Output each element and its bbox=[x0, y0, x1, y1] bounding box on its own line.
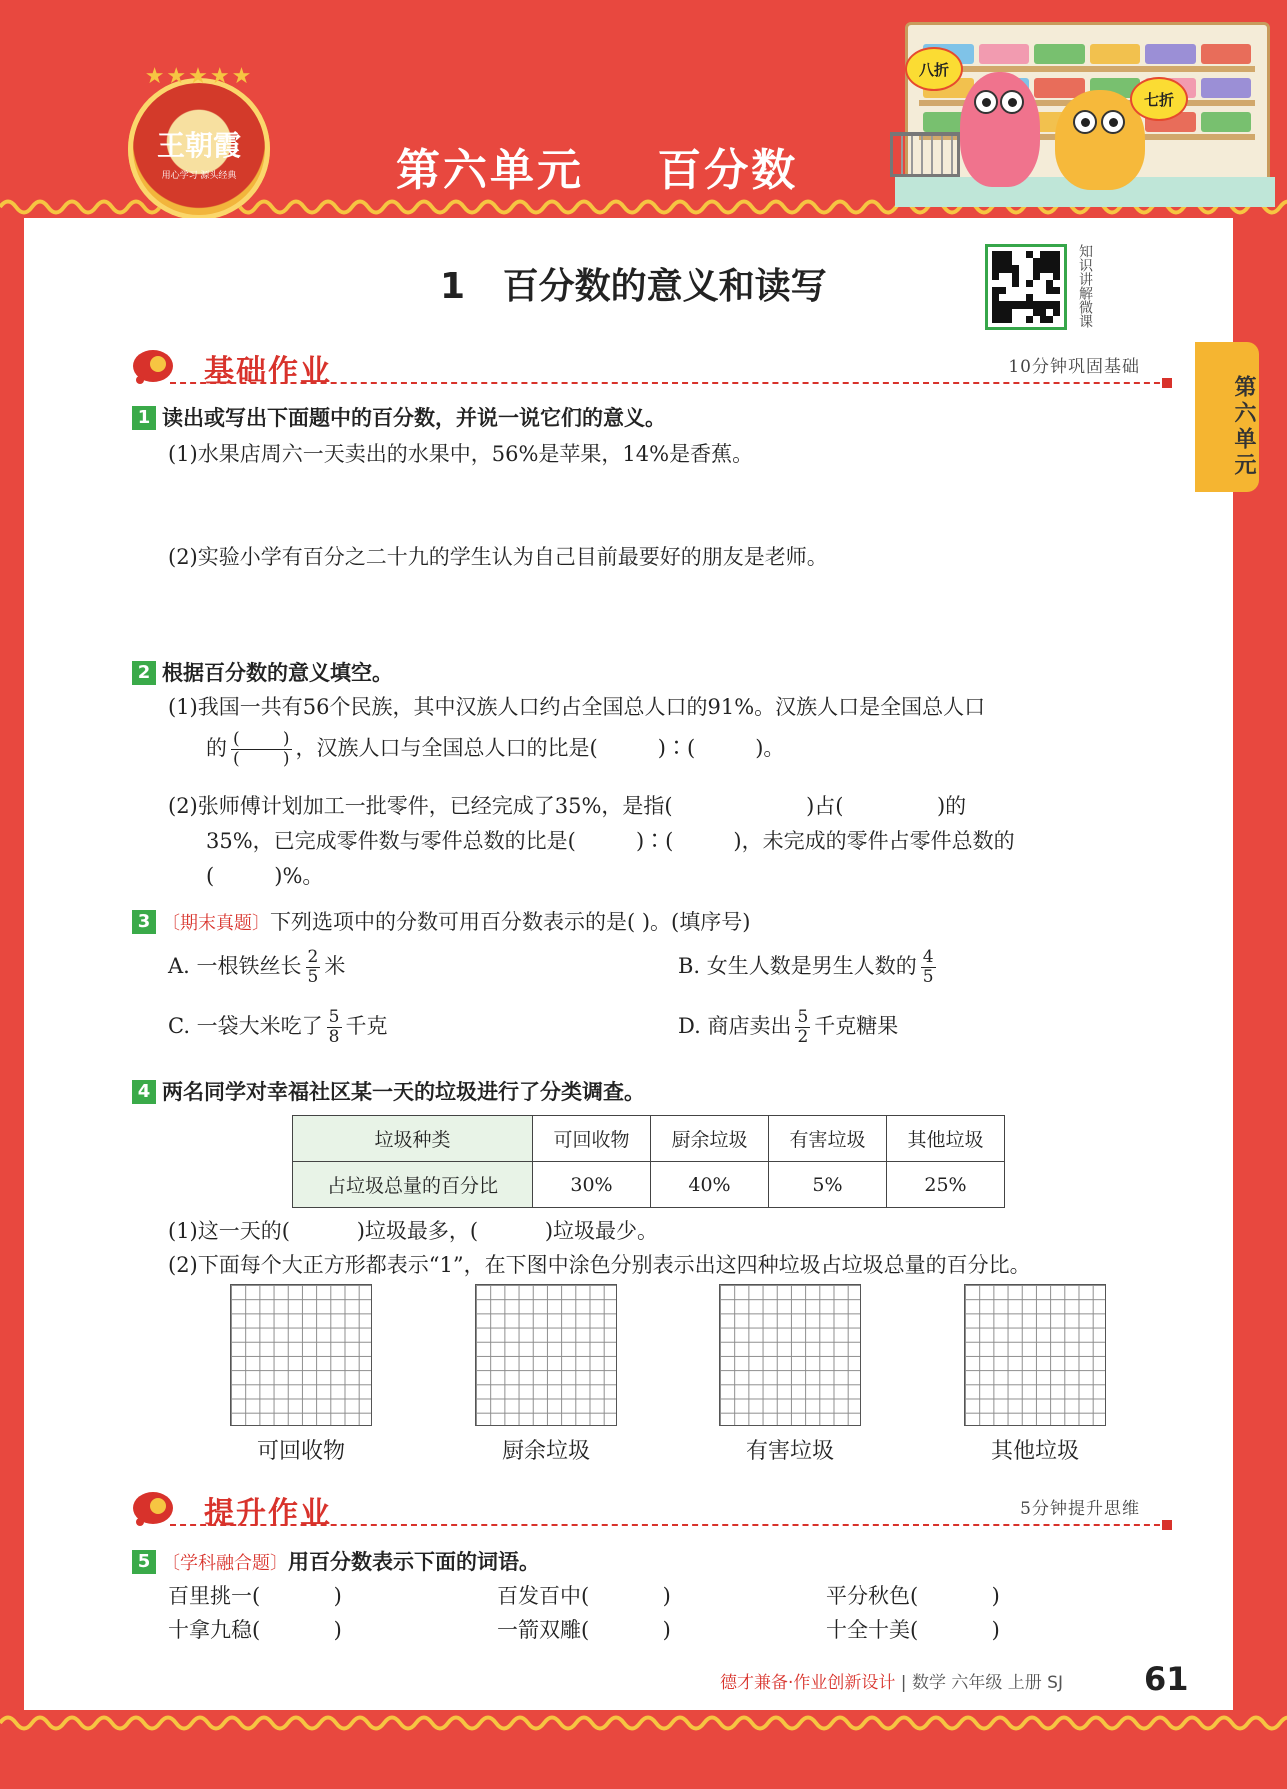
numerator: 4 bbox=[922, 947, 934, 967]
section-basic-note: 10分钟巩固基础 bbox=[1008, 357, 1140, 377]
idiom-item: 平分秋色( ) bbox=[826, 1584, 1000, 1608]
text: 千克糖果 bbox=[814, 1014, 899, 1038]
q2-part-1-line-2 bbox=[206, 730, 784, 769]
q2-part-2-line-3: ( )%。 bbox=[206, 864, 324, 888]
text: 的 bbox=[206, 736, 227, 760]
grid-label: 其他垃圾 bbox=[990, 1439, 1079, 1464]
question-text: 下列选项中的分数可用百分数表示的是( )。(填序号) bbox=[270, 910, 751, 934]
brand-logo bbox=[128, 64, 270, 220]
page-footer: 德才兼备·作业创新设计 | 数学 六年级 上册 SJ bbox=[720, 1673, 1063, 1693]
qr-pattern bbox=[992, 251, 1060, 323]
question-3 bbox=[132, 908, 750, 938]
dashed-rule bbox=[170, 382, 1170, 384]
text: C. 一袋大米吃了 bbox=[168, 1014, 323, 1038]
table-row bbox=[293, 1162, 1005, 1208]
side-unit-tab: 第六单元 bbox=[1195, 342, 1259, 492]
hundred-grid[interactable] bbox=[475, 1284, 617, 1426]
q2-part-2-line-1: (2)张师傅计划加工一批零件，已经完成了35%，是指( )占( )的 bbox=[168, 794, 967, 818]
question-2 bbox=[132, 659, 393, 687]
question-number: 3 bbox=[132, 910, 156, 934]
table-cell: 25% bbox=[887, 1162, 1005, 1208]
question-text: 用百分数表示下面的词语。 bbox=[288, 1550, 540, 1574]
table-cell: 厨余垃圾 bbox=[651, 1116, 769, 1162]
book-info: 数学 六年级 上册 SJ bbox=[911, 1673, 1063, 1693]
text: ，汉族人口与全国总人口的比是( )∶( )。 bbox=[295, 736, 785, 760]
section-advanced-header bbox=[130, 1482, 1170, 1532]
text: A. 一根铁丝长 bbox=[168, 954, 302, 978]
question-1 bbox=[132, 404, 666, 432]
denominator: 5 bbox=[307, 967, 319, 987]
text: 米 bbox=[324, 954, 346, 978]
option-c[interactable] bbox=[168, 1008, 388, 1047]
question-text: 根据百分数的意义填空。 bbox=[162, 661, 393, 685]
series-title: 德才兼备·作业创新设计 bbox=[720, 1673, 896, 1693]
brand-slogan: 用心学习 源头经典 bbox=[161, 171, 237, 181]
idiom-item: 百发百中( ) bbox=[497, 1584, 671, 1608]
star-icons: ★★★★★ bbox=[144, 64, 254, 89]
hundred-grid[interactable] bbox=[719, 1284, 861, 1426]
idiom-item: 十拿九稳( ) bbox=[168, 1618, 342, 1642]
table-cell: 30% bbox=[533, 1162, 651, 1208]
q4-part-1: (1)这一天的( )垃圾最多，( )垃圾最少。 bbox=[168, 1219, 659, 1243]
text: 千克 bbox=[345, 1014, 388, 1038]
idiom-item: 百里挑一( ) bbox=[168, 1584, 342, 1608]
q1-part-2: (2)实验小学有百分之二十九的学生认为自己目前最要好的朋友是老师。 bbox=[168, 545, 828, 569]
table-cell: 5% bbox=[769, 1162, 887, 1208]
section-advanced-note: 5分钟提升思维 bbox=[1020, 1499, 1140, 1519]
section-basic-title: 基础作业 bbox=[204, 354, 332, 389]
table-header-cell: 占垃圾总量的百分比 bbox=[293, 1162, 533, 1208]
question-number: 4 bbox=[132, 1080, 156, 1104]
denominator: 8 bbox=[328, 1027, 340, 1047]
option-a[interactable] bbox=[168, 948, 345, 987]
question-number: 5 bbox=[132, 1550, 156, 1574]
grid-other bbox=[964, 1284, 1106, 1465]
q1-part-1: (1)水果店周六一天卖出的水果中，56%是苹果，14%是香蕉。 bbox=[168, 442, 754, 466]
grid-label: 有害垃圾 bbox=[745, 1439, 834, 1464]
question-text: 读出或写出下面题中的百分数，并说一说它们的意义。 bbox=[162, 406, 666, 430]
section-basic-header bbox=[130, 340, 1170, 390]
brand-name: 王朝霞 bbox=[156, 129, 241, 162]
denominator: 2 bbox=[797, 1027, 809, 1047]
hat-icon bbox=[130, 340, 176, 386]
grid-label: 厨余垃圾 bbox=[501, 1439, 590, 1464]
discount-badge-80: 八折 bbox=[905, 47, 963, 91]
pink-monster-icon bbox=[960, 72, 1040, 187]
denominator: ( ) bbox=[233, 749, 290, 769]
dashed-rule bbox=[170, 1524, 1170, 1526]
supermarket-illustration bbox=[905, 22, 1270, 202]
idiom-item: 一箭双雕( ) bbox=[497, 1618, 671, 1642]
idiom-item: 十全十美( ) bbox=[826, 1618, 1000, 1642]
hundred-grid[interactable] bbox=[230, 1284, 372, 1426]
numerator: 5 bbox=[797, 1007, 809, 1027]
text: D. 商店卖出 bbox=[678, 1014, 792, 1038]
fraction bbox=[306, 948, 321, 987]
numerator: 2 bbox=[307, 947, 319, 967]
page-number: 61 bbox=[1144, 1660, 1189, 1698]
grid-label: 可回收物 bbox=[256, 1439, 345, 1464]
fraction bbox=[921, 948, 936, 987]
question-tag: 〔期末真题〕 bbox=[162, 913, 270, 934]
table-cell: 40% bbox=[651, 1162, 769, 1208]
numerator: ( ) bbox=[233, 729, 290, 749]
fraction bbox=[327, 1008, 342, 1047]
q4-part-2: (2)下面每个大正方形都表示“1”，在下图中涂色分别表示出这四种垃圾占垃圾总量的百分比。 bbox=[168, 1253, 1031, 1277]
lesson-title: 1 百分数的意义和读写 bbox=[440, 266, 827, 307]
grid-kitchen bbox=[475, 1284, 617, 1465]
section-advanced-title: 提升作业 bbox=[204, 1496, 332, 1531]
grid-hazardous bbox=[719, 1284, 861, 1465]
denominator: 5 bbox=[922, 967, 934, 987]
discount-badge-70: 七折 bbox=[1130, 77, 1188, 121]
table-cell: 有害垃圾 bbox=[769, 1116, 887, 1162]
option-d[interactable] bbox=[678, 1008, 898, 1047]
grid-recyclable bbox=[230, 1284, 372, 1465]
numerator: 5 bbox=[328, 1007, 340, 1027]
shopping-cart-icon bbox=[890, 132, 960, 177]
option-b[interactable] bbox=[678, 948, 940, 987]
question-number: 1 bbox=[132, 406, 156, 430]
fraction bbox=[795, 1008, 810, 1047]
fraction-blank[interactable] bbox=[231, 730, 292, 769]
table-header-cell: 垃圾种类 bbox=[293, 1116, 533, 1162]
table-cell: 可回收物 bbox=[533, 1116, 651, 1162]
question-5 bbox=[132, 1548, 540, 1578]
table-row bbox=[293, 1116, 1005, 1162]
question-text: 两名同学对幸福社区某一天的垃圾进行了分类调查。 bbox=[162, 1080, 645, 1104]
hat-icon bbox=[130, 1482, 176, 1528]
question-4 bbox=[132, 1078, 645, 1106]
q2-part-1-line-1: (1)我国一共有56个民族，其中汉族人口约占全国总人口的91%。汉族人口是全国总人口 bbox=[168, 695, 986, 719]
qr-label: 知识讲解微课 bbox=[1077, 244, 1093, 328]
hundred-grid[interactable] bbox=[964, 1284, 1106, 1426]
waste-table bbox=[292, 1115, 1005, 1208]
table-cell: 其他垃圾 bbox=[887, 1116, 1005, 1162]
text: B. 女生人数是男生人数的 bbox=[678, 954, 917, 978]
question-tag: 〔学科融合题〕 bbox=[162, 1553, 288, 1574]
unit-title: 第六单元 百分数 bbox=[396, 145, 799, 196]
wave-border-bottom bbox=[0, 1712, 1287, 1734]
qr-code[interactable] bbox=[985, 244, 1067, 330]
question-number: 2 bbox=[132, 661, 156, 685]
q2-part-2-line-2: 35%，已完成零件数与零件总数的比是( )∶( )，未完成的零件占零件总数的 bbox=[206, 829, 1015, 853]
